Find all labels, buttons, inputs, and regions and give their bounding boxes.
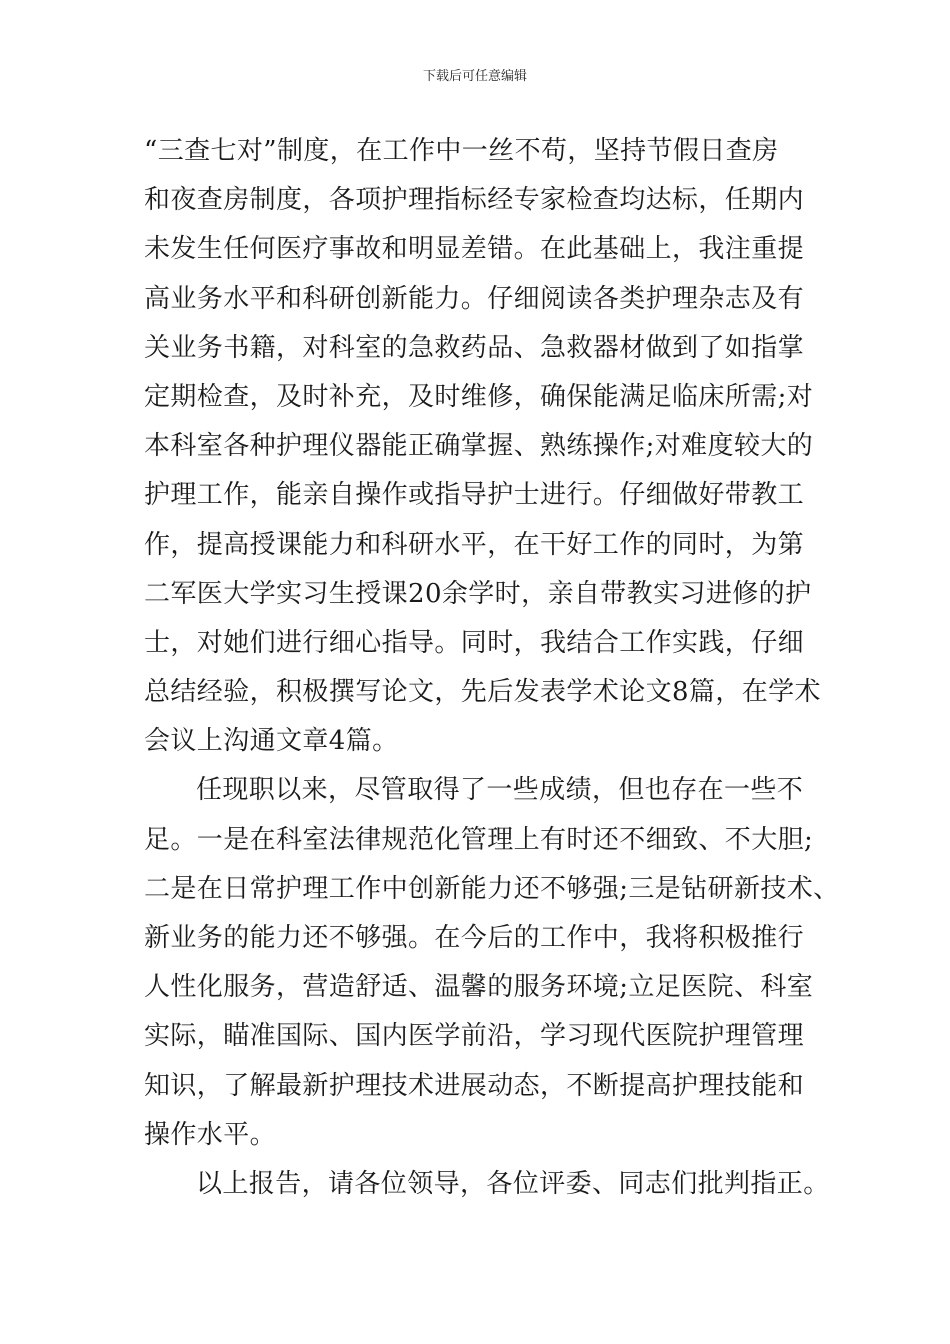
text-line: 实际，瞄准国际、国内医学前沿，学习现代医院护理管理 <box>144 1021 805 1052</box>
text-line: 知识，了解最新护理技术进展动态，不断提高护理技能和 <box>144 1070 805 1101</box>
text-line: 定期检查，及时补充，及时维修，确保能满足临床所需;对 <box>144 381 814 412</box>
paragraph-2 <box>144 766 840 1160</box>
text-line: 新业务的能力还不够强。在今后的工作中，我将积极推行 <box>144 923 805 953</box>
page-header: 下载后可任意编辑 <box>422 69 527 84</box>
text-line: 和夜查房制度，各项护理指标经专家检查均达标，任期内 <box>144 185 805 216</box>
text-line: 操作水平。 <box>144 1119 277 1150</box>
text-line: 会议上沟通文章4篇。 <box>144 726 399 757</box>
text-line: 以上报告，请各位领导，各位评委、同志们批判指正。 <box>196 1168 830 1199</box>
paragraph-1 <box>144 127 821 766</box>
document-body <box>144 127 840 1209</box>
text-line: 人性化服务，营造舒适、温馨的服务环境;立足医院、科室 <box>144 972 814 1003</box>
text-line: 足。一是在科室法律规范化管理上有时还不细致、不大胆; <box>144 824 814 855</box>
text-line: 未发生任何医疗事故和明显差错。在此基础上，我注重提 <box>144 234 805 265</box>
text-line: 高业务水平和科研创新能力。仔细阅读各类护理杂志及有 <box>144 283 805 314</box>
text-line: 士，对她们进行细心指导。同时，我结合工作实践，仔细 <box>144 627 805 658</box>
text-line: 本科室各种护理仪器能正确掌握、熟练操作;对难度较大的 <box>144 431 814 462</box>
text-line: “三查七对”制度，在工作中一丝不苟，坚持节假日查房 <box>144 136 779 166</box>
text-line: 关业务书籍，对科室的急救药品、急救器材做到了如指掌 <box>144 332 805 363</box>
text-line: 作，提高授课能力和科研水平，在干好工作的同时，为第 <box>144 529 805 560</box>
text-line: 二是在日常护理工作中创新能力还不够强;三是钻研新技术、 <box>144 873 840 904</box>
paragraph-3 <box>144 1160 830 1209</box>
text-line: 二军医大学实习生授课20余学时，亲自带教实习进修的护 <box>144 578 812 609</box>
text-line: 总结经验，积极撰写论文，先后发表学术论文8篇，在学术 <box>144 677 821 708</box>
text-line: 护理工作，能亲自操作或指导护士进行。仔细做好带教工 <box>144 480 805 511</box>
text-line: 任现职以来，尽管取得了一些成绩，但也存在一些不 <box>196 775 804 806</box>
